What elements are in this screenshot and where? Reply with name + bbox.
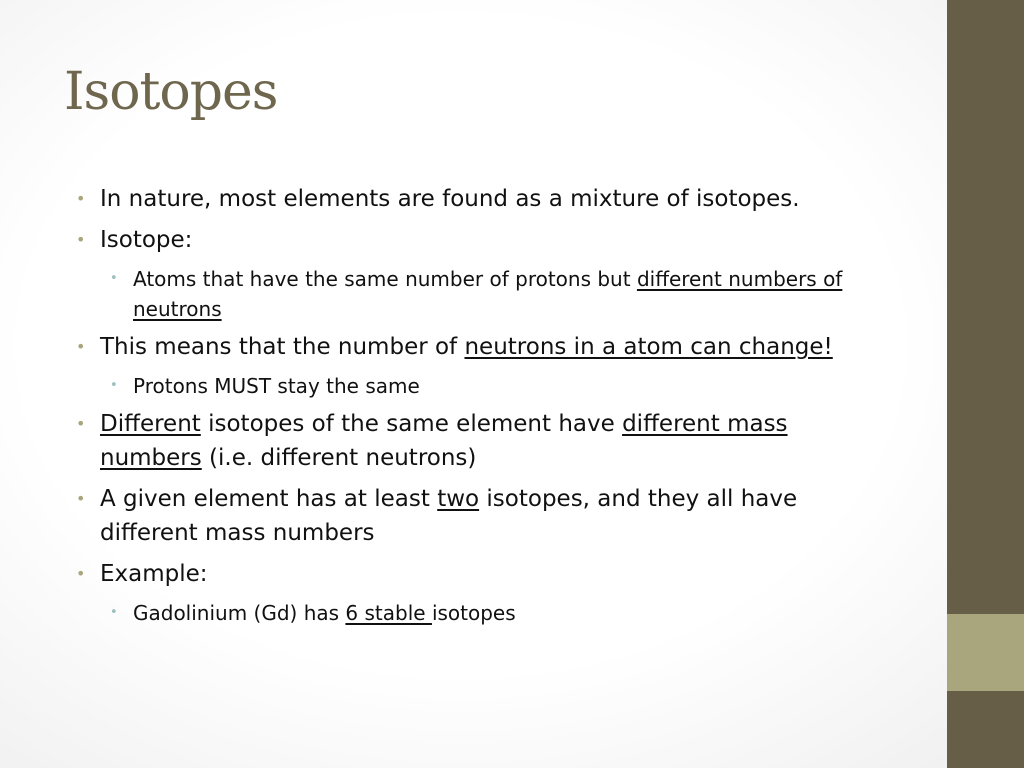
bullet-text bbox=[133, 267, 842, 321]
bullet-text bbox=[100, 561, 208, 587]
bullet-item bbox=[76, 223, 876, 257]
sub-bullet-item bbox=[76, 371, 876, 401]
underlined-text: two bbox=[437, 486, 480, 512]
text-run: Gadolinium (Gd) has bbox=[133, 601, 346, 625]
text-run: Atoms that have the same number of protons but bbox=[133, 267, 637, 291]
text-run: Isotope: bbox=[100, 227, 193, 253]
bullet-dot-icon: • bbox=[76, 489, 86, 508]
sub-bullet-item bbox=[76, 598, 876, 628]
bullet-item bbox=[76, 407, 876, 475]
bullet-text bbox=[100, 334, 833, 360]
underlined-text: 6 stable bbox=[345, 601, 432, 625]
bullet-text bbox=[100, 227, 192, 253]
underlined-text: Different bbox=[100, 411, 201, 437]
decorative-sidebar-accent bbox=[947, 614, 1024, 691]
bullet-text bbox=[133, 601, 516, 625]
text-run: (i.e. different neutrons) bbox=[201, 445, 477, 471]
text-run: A given element has at least bbox=[100, 486, 438, 512]
text-run: Protons MUST stay the same bbox=[133, 374, 420, 398]
text-run: isotopes, and they all have different mass numbers bbox=[100, 486, 798, 546]
underlined-text: different numbers of neutrons bbox=[133, 267, 843, 321]
bullet-dot-icon: • bbox=[76, 564, 86, 583]
bullet-dot-icon: • bbox=[76, 337, 86, 356]
bullet-text bbox=[100, 411, 788, 471]
sub-bullet-item bbox=[76, 264, 876, 324]
bullet-dot-icon: • bbox=[110, 378, 118, 393]
bullet-item bbox=[76, 482, 876, 550]
text-run: In nature, most elements are found as a mixture of isotopes. bbox=[100, 186, 800, 212]
bullet-dot-icon: • bbox=[76, 230, 86, 249]
text-run: isotopes of the same element have bbox=[200, 411, 623, 437]
bullet-text bbox=[100, 486, 797, 546]
bullet-dot-icon: • bbox=[76, 189, 86, 208]
bullet-dot-icon: • bbox=[110, 271, 118, 286]
bullet-text bbox=[100, 186, 800, 212]
bullet-text bbox=[133, 374, 420, 398]
bullet-item bbox=[76, 557, 876, 591]
bullet-item bbox=[76, 330, 876, 364]
bullet-item bbox=[76, 182, 876, 216]
text-run: Example: bbox=[100, 561, 208, 587]
bullet-list bbox=[76, 182, 876, 634]
underlined-text: different mass numbers bbox=[100, 411, 788, 471]
bullet-dot-icon: • bbox=[76, 414, 86, 433]
text-run: This means that the number of bbox=[100, 334, 465, 360]
text-run: isotopes bbox=[431, 601, 516, 625]
slide-title: Isotopes bbox=[64, 62, 278, 122]
bullet-dot-icon: • bbox=[110, 605, 118, 620]
underlined-text: neutrons in a atom can change! bbox=[464, 334, 833, 360]
